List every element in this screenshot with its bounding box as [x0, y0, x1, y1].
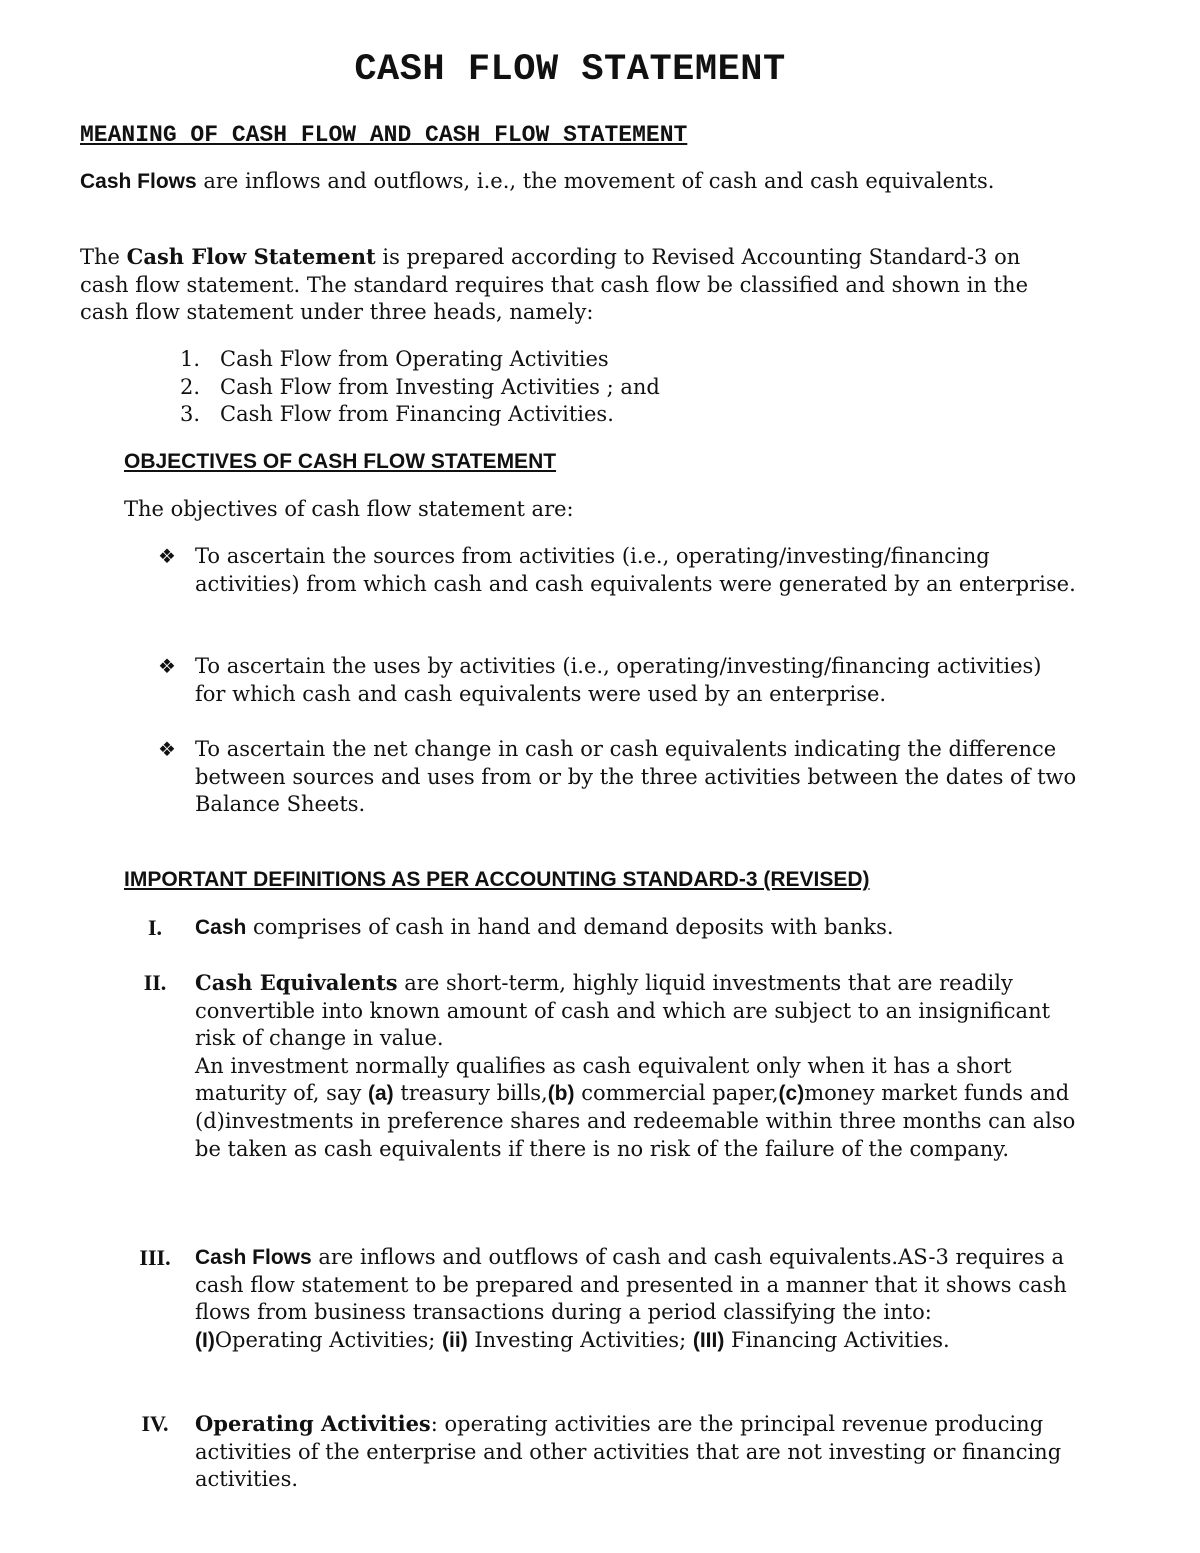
objective-item: ❖ To ascertain the net change in cash or cash equivalents indicating the difference between sources and uses from or by the three activities between the dates of two Balance Sheets. — [158, 737, 1077, 817]
diamond-bullet-icon: ❖ — [158, 654, 176, 678]
objective-item: ❖ To ascertain the uses by activities (i.e., operating/investing/financing activities) for which cash and cash equivalents were used by an enterprise. — [158, 654, 1042, 706]
three-heads-list — [180, 346, 660, 429]
roman-numeral: IV. — [141, 1411, 169, 1436]
list-item: 3. Cash Flow from Financing Activities. — [180, 402, 614, 427]
diamond-bullet-icon: ❖ — [158, 737, 176, 761]
definition-cash-equivalents: II. Cash Equivalents are short-term, highly liquid investments that are readily convertible into known amount of cash and which are subject to an insignificant risk of change in value. An investment normally qualifies as cash equivalent only when it has a short maturity of, say (a) treasury bills,(b) commercial paper,(c)money market funds and (d)investments in preference shares and redeemable within three months can also be taken as cash equivalents if there is no risk of the failure of the company. — [120, 969, 1080, 1163]
definition-cash-flows: III. Cash Flows are inflows and outflows of cash and cash equivalents.AS-3 requires a cash flow statement to be prepared and presented in a manner that it shows cash flows from business transactions during a period classifying the into: (I)Operating Activities; (ii) Investing Activities; (III) Financing Activities. — [120, 1244, 1080, 1354]
cash-flows-text: are inflows and outflows, i.e., the movement of cash and cash equivalents. — [196, 169, 995, 193]
cfs-term: Cash Flow Statement — [126, 244, 376, 269]
objective-item: ❖ To ascertain the sources from activities (i.e., operating/investing/financing activities) from which cash and cash equivalents were generated by an enterprise. — [158, 544, 1076, 596]
cash-flows-paragraph — [80, 168, 1080, 196]
definitions-heading: IMPORTANT DEFINITIONS AS PER ACCOUNTING STANDARD-3 (REVISED) — [124, 868, 870, 891]
cash-flow-statement-paragraph — [80, 243, 1060, 327]
roman-numeral: I. — [147, 915, 163, 940]
cash-flows-term: Cash Flows — [80, 170, 197, 193]
objectives-intro: The objectives of cash flow statement are: — [124, 497, 574, 521]
objectives-heading: OBJECTIVES OF CASH FLOW STATEMENT — [124, 450, 557, 473]
roman-numeral: II. — [143, 970, 167, 995]
list-item: 2. Cash Flow from Investing Activities ; and — [180, 374, 660, 399]
list-item: 1. Cash Flow from Operating Activities — [180, 347, 609, 371]
diamond-bullet-icon: ❖ — [158, 544, 176, 568]
definition-operating-activities: IV. Operating Activities: operating activities are the principal revenue producing activities of the enterprise and other activities that are not investing or financing activities. — [120, 1410, 1080, 1494]
roman-numeral: III. — [139, 1245, 171, 1270]
cfs-text: is prepared according to Revised Accounting Standard-3 on cash flow statement. The standard requires that cash flow be classified and shown in the cash flow statement under three heads, namely: — [80, 245, 1029, 325]
cfs-prefix: The — [80, 245, 127, 269]
page-title: CASH FLOW STATEMENT — [354, 49, 786, 91]
meaning-heading: MEANING OF CASH FLOW AND CASH FLOW STATEMENT — [80, 122, 688, 148]
definition-cash: I. Cash comprises of cash in hand and demand deposits with banks. — [120, 914, 1080, 942]
